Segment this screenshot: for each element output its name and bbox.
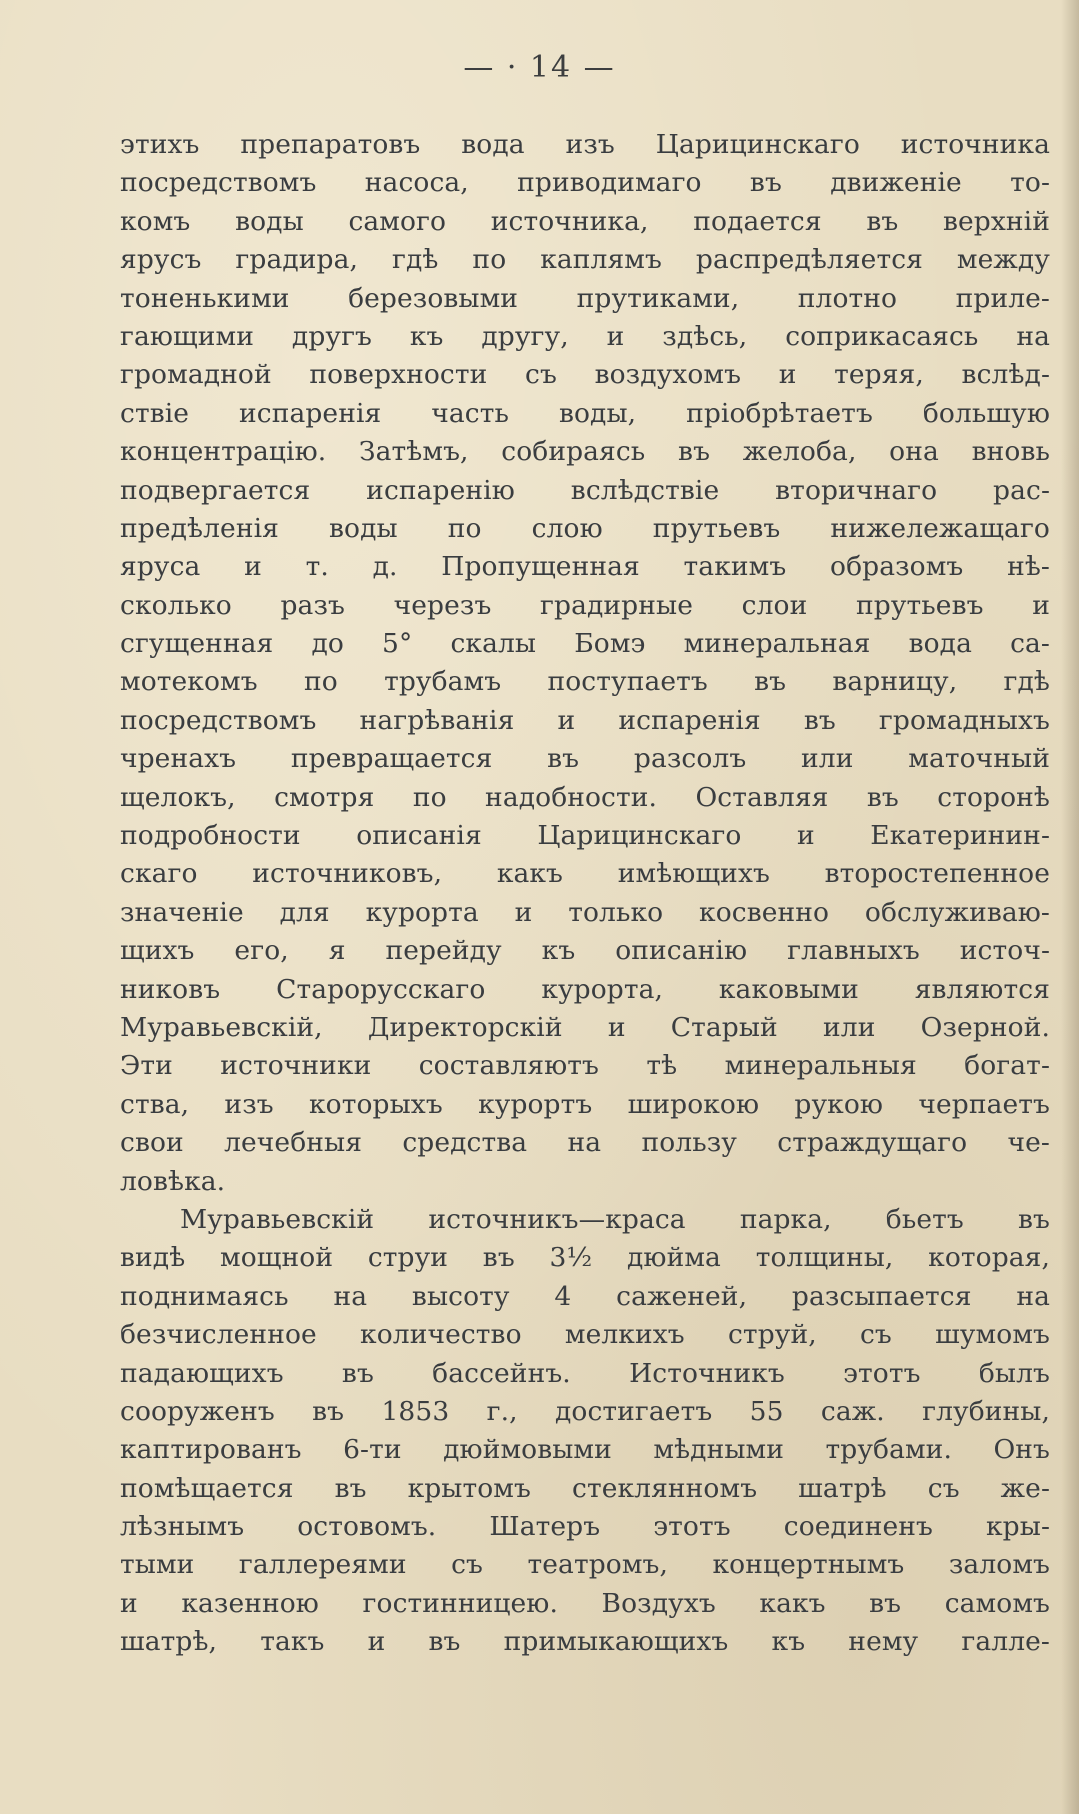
text-line: ства, изъ которыхъ курортъ широкою рукою черпаетъ (120, 1088, 1050, 1120)
text-line: посредствомъ нагрѣванія и испаренія въ громадныхъ (120, 704, 1050, 736)
text-line: сооруженъ въ 1853 г., достигаетъ 55 саж. глубины, (120, 1395, 1050, 1427)
text-line: гающими другъ къ другу, и здѣсь, соприкасаясь на (120, 320, 1050, 352)
text-line: поднимаясь на высоту 4 саженей, разсыпается на (120, 1280, 1050, 1312)
text-line: скаго источниковъ, какъ имѣющихъ второстепенное (120, 858, 1050, 890)
text-line: безчисленное количество мелкихъ струй, съ шумомъ (120, 1319, 1050, 1351)
body-text (120, 126, 1050, 1662)
text-line: Муравьевскій, Директорскій и Старый или Озерной. (120, 1011, 1050, 1043)
paragraph-end-line: ловѣка. (120, 1165, 226, 1197)
page-edge-shadow (1061, 0, 1079, 1814)
text-line: лѣзнымъ остовомъ. Шатеръ этотъ соединенъ кры- (120, 1511, 1050, 1543)
text-line: предѣленія воды по слою прутьевъ нижележащаго (120, 512, 1050, 544)
text-line: видѣ мощной струи въ 3½ дюйма толщины, которая, (120, 1242, 1050, 1274)
text-line: и казенною гостинницею. Воздухъ какъ въ самомъ (120, 1587, 1050, 1619)
text-line: сколько разъ черезъ градирные слои прутьевъ и (120, 589, 1050, 621)
text-line: этихъ препаратовъ вода изъ Царицинскаго источника (120, 129, 1050, 160)
text-line: щихъ его, я перейду къ описанію главныхъ источ- (120, 935, 1050, 967)
page-number: — · 14 — (463, 50, 616, 85)
text-line: шатрѣ, такъ и въ примыкающихъ къ нему галле- (120, 1626, 1050, 1658)
text-line: падающихъ въ бассейнъ. Источникъ этотъ былъ (120, 1357, 1050, 1389)
text-line: тоненькими березовыми прутиками, плотно приле- (120, 282, 1050, 314)
text-line: щелокъ, смотря по надобности. Оставляя въ сторонѣ (120, 781, 1050, 813)
paragraph-start-line: Муравьевскій источникъ—краса парка, бьетъ въ (180, 1203, 1050, 1235)
text-line: ярусъ градира, гдѣ по каплямъ распредѣляется между (120, 244, 1050, 276)
text-line: концентрацію. Затѣмъ, собираясь въ желоба, она вновь (120, 436, 1050, 468)
text-line: подробности описанія Царицинскаго и Екатеринин- (120, 820, 1050, 852)
text-line: чренахъ превращается въ разсолъ или маточный (120, 743, 1050, 775)
text-line: значеніе для курорта и только косвенно обслуживаю- (120, 896, 1050, 928)
text-line: громадной поверхности съ воздухомъ и теряя, вслѣд- (120, 359, 1050, 391)
text-line: подвергается испаренію вслѣдствіе вторичнаго рас- (120, 474, 1050, 506)
text-line: посредствомъ насоса, приводимаго въ движеніе то- (120, 167, 1050, 199)
text-line: сгущенная до 5° скалы Бомэ минеральная вода са- (120, 628, 1050, 660)
text-line: комъ воды самого источника, подается въ верхній (120, 205, 1050, 237)
text-line: яруса и т. д. Пропущенная такимъ образомъ нѣ- (120, 551, 1050, 583)
text-line: ствіе испаренія часть воды, пріобрѣтаетъ большую (120, 397, 1050, 429)
text-line: мотекомъ по трубамъ поступаетъ въ варницу, гдѣ (120, 666, 1050, 698)
text-line: никовъ Старорусскаго курорта, каковыми являются (120, 973, 1050, 1005)
text-line: свои лечебныя средства на пользу страждущаго че- (120, 1127, 1050, 1159)
text-line: каптированъ 6-ти дюймовыми мѣдными трубами. Онъ (120, 1434, 1050, 1466)
text-line: тыми галлереями съ театромъ, концертнымъ заломъ (120, 1549, 1050, 1581)
text-line: помѣщается въ крытомъ стеклянномъ шатрѣ съ же- (120, 1472, 1050, 1504)
text-line: Эти источники составляютъ тѣ минеральныя богат- (120, 1050, 1050, 1082)
